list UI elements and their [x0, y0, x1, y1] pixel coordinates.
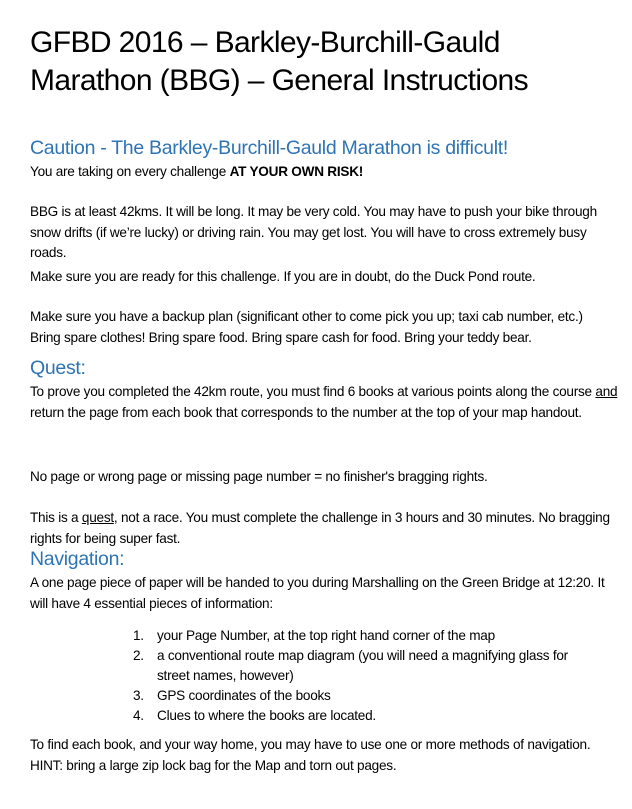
quest-paragraph-timing	[30, 508, 620, 549]
caution-paragraph-conditions: BBG is at least 42kms. It will be long. It may be very cold. You may have to push your bike through snow drifts (if we’re lucky) or driving rain. You may get lost. You will have to cross extremely busy roads.	[30, 204, 597, 260]
list-number: 2.	[133, 648, 144, 663]
list-number: 1.	[133, 628, 144, 643]
backup-line-2: Bring spare clothes! Bring spare food. Bring spare cash for food. Bring your teddy bear.	[30, 329, 532, 345]
quest-text-cont: return the page from each book that corresponds to the number at the top of your map handout.	[30, 404, 582, 420]
navigation-info-list	[133, 626, 603, 726]
document-title	[30, 24, 620, 100]
timing-text: This is a	[30, 510, 82, 525]
list-text: your Page Number, at the top right hand corner of the map	[157, 628, 495, 643]
list-text: a conventional route map diagram (you will need a magnifying glass for street names, however)	[157, 648, 568, 683]
risk-statement	[30, 162, 620, 183]
quest-paragraph-books	[30, 382, 620, 423]
list-text: GPS coordinates of the books	[157, 688, 331, 703]
risk-emphasis: AT YOUR OWN RISK!	[229, 164, 364, 179]
caution-paragraph-backup	[30, 307, 620, 348]
quest-heading: Quest:	[30, 357, 86, 379]
list-text: Clues to where the books are located.	[157, 708, 376, 723]
timing-text-cont: , not a race. You must complete the challenge in 3 hours and 30 minutes. No bragging rights for being super fast.	[30, 510, 610, 546]
quest-text: To prove you completed the 42km route, you must find 6 books at various points along the course	[30, 384, 596, 399]
list-item	[133, 686, 603, 706]
list-number: 4.	[133, 708, 144, 723]
title-line-2: Marathon (BBG) – General Instructions	[30, 64, 529, 97]
backup-line-1: Make sure you have a backup plan (significant other to come pick you up; taxi cab number, etc.)	[30, 309, 583, 324]
navigation-closing: To find each book, and your way home, you may have to use one or more methods of navigation. HINT: bring a large zip lock bag for the Map and torn out pages.	[30, 737, 591, 773]
navigation-intro: A one page piece of paper will be handed to you during Marshalling on the Green Bridge at 12:20. It will have 4 essential pieces of information:	[30, 575, 605, 611]
underlined-and: and	[595, 384, 618, 399]
title-line-1: GFBD 2016 – Barkley-Burchill-Gauld	[30, 26, 500, 59]
list-item	[133, 646, 603, 686]
list-item	[133, 706, 603, 726]
quest-paragraph-rules: No page or wrong page or missing page number = no finisher's bragging rights.	[30, 469, 488, 484]
caution-paragraph-readiness: Make sure you are ready for this challenge. If you are in doubt, do the Duck Pond route.	[30, 269, 536, 284]
navigation-heading: Navigation:	[30, 548, 125, 570]
underlined-quest: quest	[81, 510, 114, 525]
risk-prefix: You are taking on every challenge	[30, 164, 230, 179]
list-number: 3.	[133, 688, 144, 703]
caution-heading: Caution - The Barkley-Burchill-Gauld Marathon is difficult!	[30, 137, 508, 159]
list-item	[133, 626, 603, 646]
